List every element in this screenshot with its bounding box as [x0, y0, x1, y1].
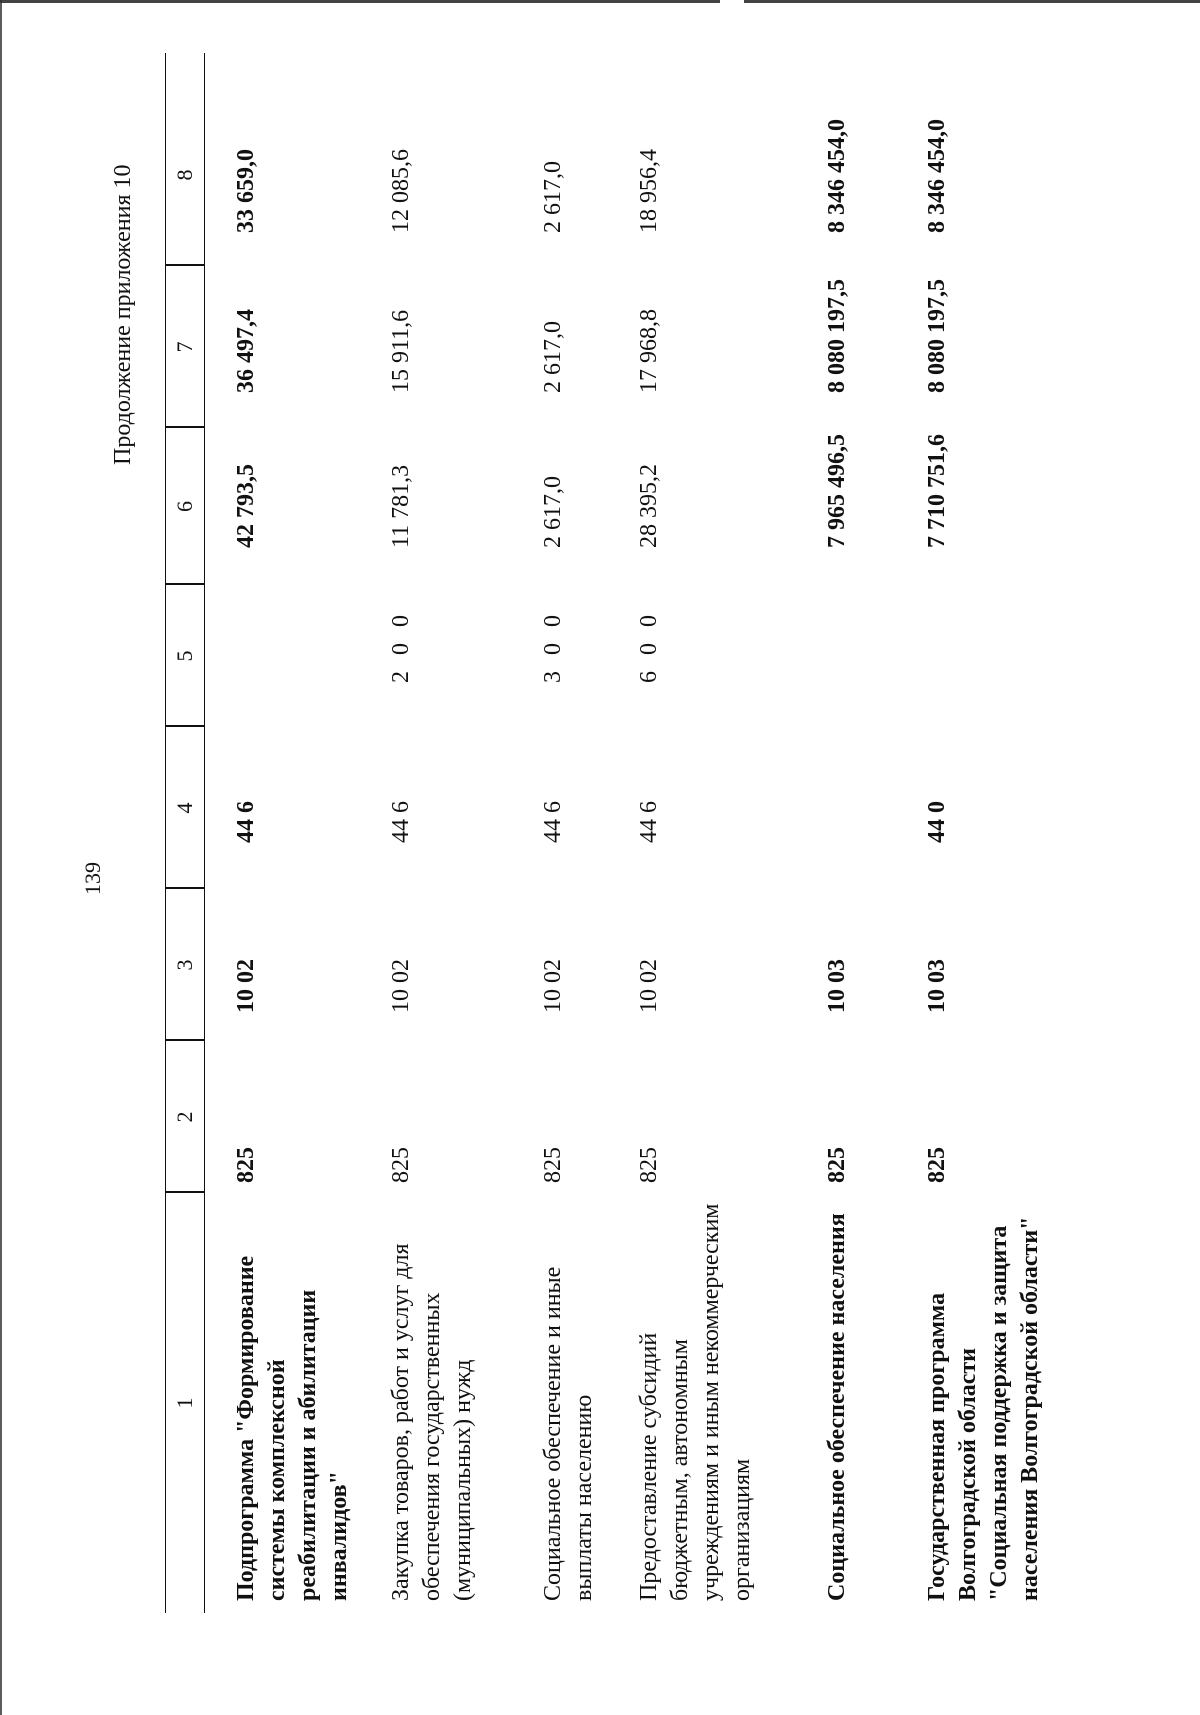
- cell-col-2: 825: [824, 1147, 850, 1183]
- column-header-4: 4: [172, 802, 197, 814]
- cell-col-2: 825: [233, 1147, 259, 1183]
- table-row: [538, 53, 610, 1613]
- cell-col-4: 44 6: [233, 801, 259, 843]
- cell-col-6: 7 965 496,5: [824, 434, 850, 548]
- row-name: Социальное обеспечение населения: [824, 1213, 850, 1601]
- table-row: [386, 53, 518, 1613]
- cell-col-4: 44 6: [636, 801, 662, 843]
- cell-col-6: 7 710 751,6: [924, 434, 950, 548]
- cell-col-2: 825: [924, 1147, 950, 1183]
- cell-col-7: 36 497,4: [233, 309, 259, 393]
- cell-col-4: 44 0: [924, 801, 950, 843]
- cell-col-4: 44 6: [540, 801, 566, 843]
- cell-col-8: 8 346 454,0: [924, 119, 950, 233]
- cell-col-7: 2 617,0: [540, 321, 566, 393]
- cell-col-2: 825: [636, 1147, 662, 1183]
- cell-col-6: 42 793,5: [233, 464, 259, 548]
- cell-col-7: 8 080 197,5: [824, 279, 850, 393]
- row-name: Подпрограмма "Формирование системы комплексной реабилитации и абилитации инвалидов": [233, 1255, 352, 1601]
- cell-col-8: 8 346 454,0: [824, 119, 850, 233]
- cell-col-8: 12 085,6: [388, 149, 414, 233]
- cell-col-3: 10 03: [924, 959, 950, 1013]
- cell-col-5: 2 0 0: [388, 610, 414, 683]
- column-header-8: 8: [172, 169, 197, 181]
- column-header-6: 6: [172, 501, 197, 512]
- cell-col-3: 10 02: [540, 959, 566, 1013]
- cell-col-4: 44 6: [388, 801, 414, 843]
- row-name: Закупка товаров, работ и услуг для обеспечения государственных (муниципальных) нужд: [388, 1243, 476, 1601]
- budget-table: [165, 53, 1082, 1613]
- cell-col-2: 825: [540, 1147, 566, 1183]
- cell-col-8: 18 956,4: [636, 149, 662, 233]
- row-name: Государственная программа Волгоградской области "Социальная поддержка и защита населения Волгоградской области": [924, 1216, 1043, 1601]
- column-header-2: 2: [172, 1111, 197, 1123]
- cell-col-7: 17 968,8: [636, 309, 662, 393]
- column-header-7: 7: [172, 341, 197, 353]
- table-header-row: [165, 53, 205, 1613]
- cell-col-3: 10 03: [824, 959, 850, 1013]
- cell-col-6: 28 395,2: [636, 464, 662, 548]
- cell-col-7: 15 911,6: [388, 309, 414, 393]
- cell-col-5: 6 0 0: [636, 610, 662, 683]
- column-header-5: 5: [172, 650, 197, 662]
- page-number: 139: [80, 862, 105, 895]
- table-row: [231, 53, 361, 1613]
- cell-col-6: 2 617,0: [540, 476, 566, 548]
- cell-col-3: 10 02: [233, 959, 259, 1013]
- column-header-1: 1: [172, 1397, 197, 1409]
- cell-col-3: 10 02: [636, 959, 662, 1013]
- table-row: [922, 53, 1082, 1613]
- cell-col-5: 3 0 0: [540, 610, 566, 683]
- row-name: Предоставление субсидий бюджетным, автономным учреждениям и иным некоммерческим организациям: [636, 1203, 755, 1601]
- cell-col-3: 10 02: [388, 959, 414, 1013]
- cell-col-6: 11 781,3: [388, 464, 414, 548]
- column-header-3: 3: [172, 959, 197, 971]
- cell-col-8: 33 659,0: [233, 149, 259, 233]
- cell-col-7: 8 080 197,5: [924, 279, 950, 393]
- continuation-note: Продолжение приложения 10: [110, 164, 136, 465]
- row-name: Социальное обеспечение и иные выплаты населению: [540, 1266, 597, 1601]
- cell-col-2: 825: [388, 1147, 414, 1183]
- table-row: [822, 53, 902, 1613]
- cell-col-8: 2 617,0: [540, 161, 566, 233]
- table-row: [634, 53, 802, 1613]
